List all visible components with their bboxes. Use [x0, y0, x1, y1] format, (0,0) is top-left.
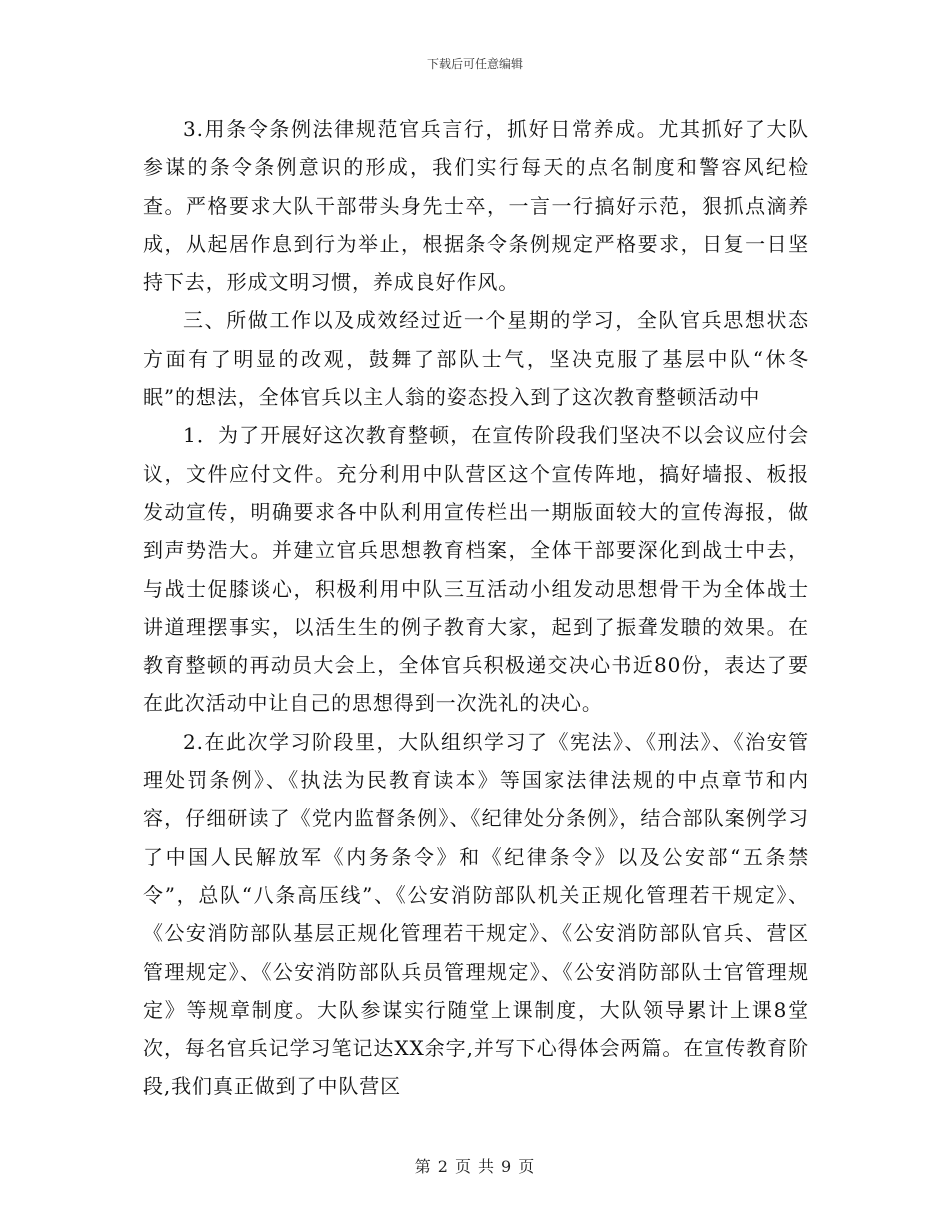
paragraph-3: 1．为了开展好这次教育整顿，在宣传阶段我们坚决不以会议应付会议，文件应付文件。充分利用中队营区这个宣传阵地，搞好墙报、板报发动宣传，明确要求各中队利用宣传栏出一期版面较大的宣传海报，做到声势浩大。并建立官兵思想教育档案，全体干部要深化到战士中去，与战士促膝谈心，积极利用中队三互活动小组发动思想骨干为全体战士讲道理摆事实，以活生生的例子教育大家，起到了振聋发聩的效果。在教育整顿的再动员大会上，全体官兵积极递交决心书近80份，表达了要在此次活动中让自己的思想得到一次洗礼的决心。 — [143, 423, 809, 716]
header-note: 下载后可任意编辑 — [426, 57, 523, 71]
paragraph-4: 2.在此次学习阶段里，大队组织学习了《宪法》、《刑法》、《治安管理处罚条例》、《执法为民教育读本》等国家法律法规的中点章节和内容，仔细研读了《党内监督条例》、《纪律处分条例》，结合部队案例学习了中国人民解放军《内务条令》和《纪律条令》以及公安部“五条禁令”，总队“八条高压线”、《公安消防部队机关正规化管理若干规定》、《公安消防部队基层正规化管理若干规定》、《公安消防部队官兵、营区管理规定》、《公安消防部队兵员管理规定》、《公安消防部队士官管理规定》等规章制度。大队参谋实行随堂上课制度，大队领导累计上课8堂次，每名官兵记学习笔记达XX余字,并写下心得体会两篇。在宣传教育阶段,我们真正做到了中队营区 — [143, 729, 809, 1099]
footer-prefix: 第 — [414, 1157, 432, 1176]
footer-current-page: 2 — [437, 1157, 449, 1176]
document-body — [143, 110, 809, 1106]
page-footer — [0, 1154, 950, 1177]
footer-suffix: 页 — [518, 1157, 536, 1176]
footer-middle: 页 共 — [454, 1157, 496, 1176]
paragraph-1: 3.用条令条例法律规范官兵言行，抓好日常养成。尤其抓好了大队参谋的条令条例意识的形成，我们实行每天的点名制度和警容风纪检查。严格要求大队干部带头身先士卒，一言一行搞好示范，狠抓点滴养成，从起居作息到行为举止，根据条令条例规定严格要求，日复一日坚持下去，形成文明习惯，养成良好作风。 — [143, 117, 809, 295]
paragraph-2: 三、所做工作以及成效经过近一个星期的学习，全队官兵思想状态方面有了明显的改观，鼓舞了部队士气，坚决克服了基层中队“休冬眠”的想法，全体官兵以主人翁的姿态投入到了这次教育整顿活动中 — [143, 308, 809, 410]
footer-total-pages: 9 — [501, 1157, 513, 1176]
